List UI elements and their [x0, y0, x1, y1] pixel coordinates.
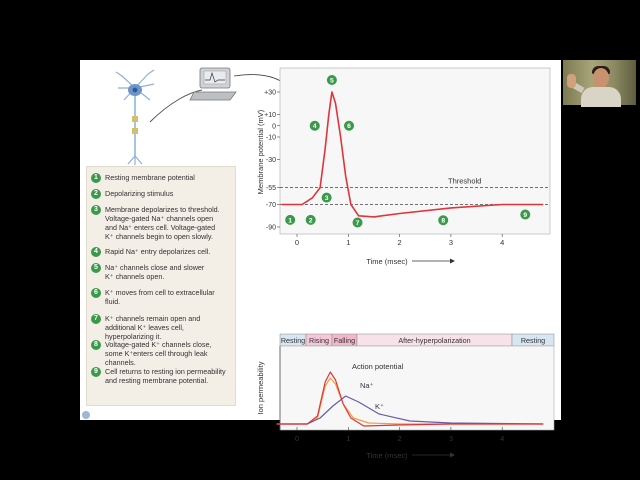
legend-text: K⁺ channels remain open and additional K⁺ leaves cell, hyperpolarizing it.	[105, 314, 201, 341]
x-tick-label: 1	[346, 434, 351, 443]
legend-text: Rapid Na⁺ entry depolarizes cell.	[105, 247, 211, 256]
step-marker-label: 2	[308, 217, 313, 225]
legend-number-badge: 2	[91, 189, 101, 199]
y-tick-label: +10	[264, 112, 276, 119]
y-tick-label: -90	[265, 224, 276, 232]
na-label: Na⁺	[360, 381, 374, 390]
legend-number-badge: 9	[91, 367, 101, 377]
legend-number-badge: 1	[91, 173, 101, 183]
step-marker-label: 5	[329, 77, 334, 85]
y-axis-label: Ion permeability	[256, 361, 265, 415]
step-marker-label: 1	[288, 217, 293, 225]
speaker-icon[interactable]	[82, 411, 90, 419]
legend-text: Depolarizing stimulus	[105, 189, 174, 198]
y-tick-label: 0	[272, 123, 276, 131]
k-label: K⁺	[375, 402, 384, 411]
x-tick-label: 4	[500, 434, 505, 443]
step-marker-label: 8	[441, 217, 446, 225]
legend-text: Resting membrane potential	[105, 173, 195, 182]
x-axis-arrowhead	[450, 259, 455, 264]
step-marker-label: 4	[312, 123, 317, 131]
step-marker-label: 7	[355, 219, 360, 227]
legend-number-badge: 5	[91, 263, 101, 273]
legend-text: Membrane depolarizes to threshold. Voltage-gated Na⁺ channels open and Na⁺ enters cell. Voltage-gated K⁺ channels begin to open slowly.	[105, 205, 220, 241]
action-potential-label: Action potential	[352, 362, 404, 371]
legend-text: Voltage-gated K⁺ channels close, some K⁺enters cell through leak channels.	[105, 340, 212, 367]
phase-label: Resting	[280, 336, 306, 345]
legend-number-badge: 8	[91, 340, 101, 350]
membrane-potential-graph	[250, 64, 556, 276]
y-tick-label: -30	[265, 157, 276, 164]
y-axis-label: Membrane potential (mV)	[256, 109, 265, 195]
threshold-label: Threshold	[448, 176, 482, 186]
legend-text: Na⁺ channels close and slower K⁺ channels open.	[105, 263, 205, 281]
x-axis-label: Time (msec)	[366, 451, 408, 460]
y-tick-label: -55	[265, 185, 276, 193]
lecture-slide	[80, 60, 561, 460]
ion-permeability-graph	[250, 270, 556, 460]
x-tick-label: 0	[294, 238, 300, 247]
step-marker-label: 6	[347, 123, 351, 131]
x-tick-label: 2	[397, 238, 402, 247]
legend-text: K⁺ moves from cell to extracellular fluid.	[105, 288, 215, 306]
x-tick-label: 2	[397, 434, 402, 443]
webcam-overlay	[563, 60, 636, 105]
y-tick-label: -70	[265, 202, 276, 209]
legend-number-badge: 6	[91, 288, 101, 298]
y-tick-label: -10	[265, 134, 276, 142]
step-marker-label: 9	[523, 211, 528, 219]
x-axis-arrowhead	[450, 453, 455, 458]
phase-label: Rising	[309, 336, 329, 345]
phase-label: Falling	[333, 336, 356, 345]
plot-area	[280, 68, 550, 234]
phase-label: After-hyperpolarization	[398, 336, 471, 345]
step-marker-label: 3	[324, 195, 329, 203]
phase-label: Resting	[520, 336, 546, 345]
x-tick-label: 3	[448, 434, 453, 443]
x-tick-label: 0	[294, 434, 300, 443]
x-tick-label: 1	[346, 238, 351, 247]
legend-number-badge: 4	[91, 247, 101, 257]
x-tick-label: 3	[448, 238, 453, 247]
y-tick-label: +30	[264, 89, 276, 97]
legend-number-badge: 3	[91, 205, 101, 215]
x-axis-label: Time (msec)	[366, 257, 408, 266]
legend-panel	[86, 166, 236, 406]
legend-text: Cell returns to resting ion permeability and resting membrane potential.	[105, 367, 226, 385]
x-tick-label: 4	[500, 238, 505, 247]
legend-number-badge: 7	[91, 314, 101, 324]
